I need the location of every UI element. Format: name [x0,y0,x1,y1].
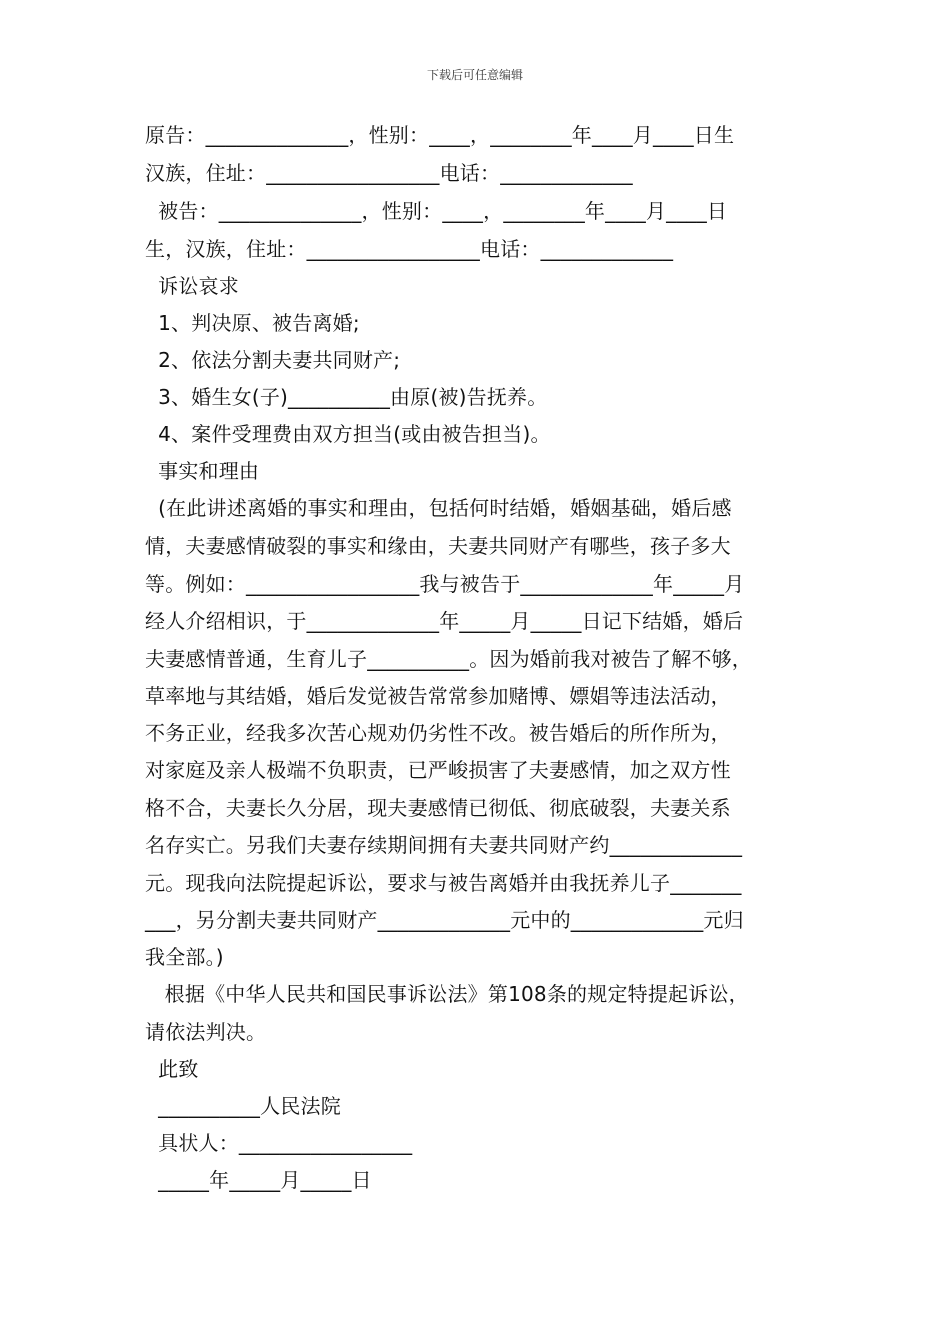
facts-line: 名存实亡。另我们夫妻存续期间拥有夫妻共同财产约_____________ [145,833,743,857]
facts-line: 等。例如：_________________我与被告于_____________年_____月 [145,572,745,596]
defendant-line: 被告：______________，性别：____，________年____月____日 [145,199,728,223]
date-line: _____年_____月_____日 [145,1168,372,1192]
facts-line: 元。现我向法院提起诉讼，要求与被告离婚并由我抚养儿子_______ [145,871,742,895]
facts-line: 草率地与其结婚，婚后发觉被告常常参加赌博、嫖娼等违法活动， [145,684,731,708]
facts-line: (在此讲述离婚的事实和理由，包括何时结婚，婚姻基础，婚后感 [145,496,732,520]
facts-line: 不务正业，经我多次苦心规劝仍劣性不改。被告婚后的所作所为， [145,721,731,745]
claims-heading: 诉讼哀求 [145,274,239,298]
claim-item-2: 2、依法分割夫妻共同财产; [145,348,401,372]
facts-line: 经人介绍相识，于_____________年_____月_____日记下结婚，婚后 [145,609,744,633]
plaintiff-address-line: 汉族，住址：_________________电话：_____________ [145,161,633,185]
claim-item-3: 3、婚生女(子)__________由原(被)告抚养。 [145,385,548,409]
court-name-line: __________人民法院 [145,1094,341,1118]
defendant-address-line: 生，汉族，住址：_________________电话：_____________ [145,237,674,261]
plaintiff-line: 原告：______________，性别：____，________年____月____日生 [145,123,735,147]
facts-line: 我全部。) [145,945,224,969]
facts-line: ___，另分割夫妻共同财产_____________元中的_____________元归 [145,908,744,932]
legal-basis-line: 根据《中华人民共和国民事诉讼法》第108条的规定特提起诉讼， [145,982,749,1006]
salutation: 此致 [145,1057,199,1081]
claim-item-1: 1、判决原、被告离婚; [145,311,360,335]
page-header: 下载后可任意编辑 [426,68,523,82]
facts-line: 格不合，夫妻长久分居，现夫妻感情已彻低、彻底破裂，夫妻关系 [145,796,731,820]
legal-basis-line: 请依法判决。 [145,1020,267,1044]
facts-heading: 事实和理由 [145,459,260,483]
signatory-line: 具状人：_________________ [145,1131,413,1155]
facts-line: 对家庭及亲人极端不负职责，已严峻损害了夫妻感情，加之双方性 [145,758,731,782]
facts-line: 情，夫妻感情破裂的事实和缘由，夫妻共同财产有哪些，孩子多大 [145,534,731,558]
facts-line: 夫妻感情普通，生育儿子__________。因为婚前我对被告了解不够， [145,647,752,671]
claim-item-4: 4、案件受理费由双方担当(或由被告担当)。 [145,422,551,446]
